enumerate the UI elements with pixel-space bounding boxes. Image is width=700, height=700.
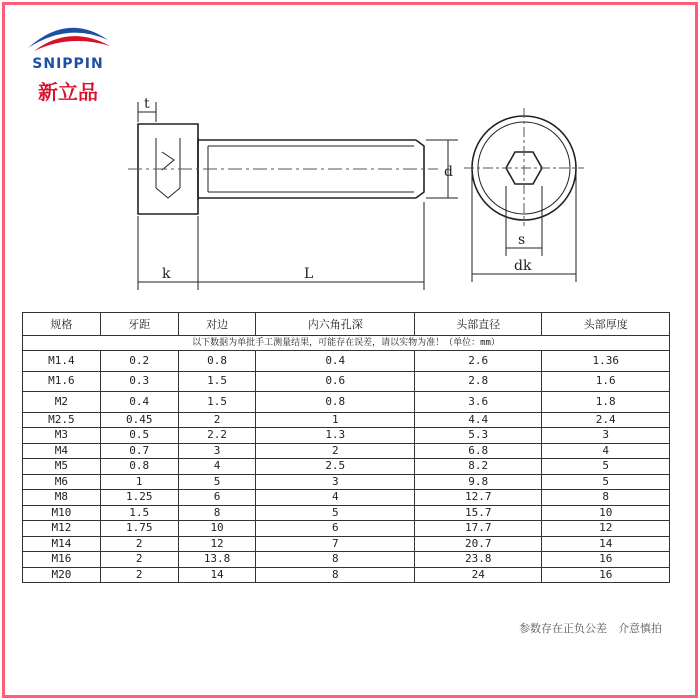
table-row [23,552,670,568]
cell-spec: M2.5 [23,412,101,428]
logo-swoosh-icon [24,18,112,52]
cell-head-diameter: 6.8 [415,443,542,459]
cell-head-diameter: 23.8 [415,552,542,568]
cell-head-diameter: 8.2 [415,459,542,475]
table-row [23,505,670,521]
brand-logo [14,18,122,104]
label-d: d [444,164,453,180]
cell-spec: M12 [23,521,101,537]
cell-socket-depth: 0.4 [256,351,415,372]
cell-head-height: 14 [542,536,670,552]
header-socket-depth: 内六角孔深 [256,313,415,336]
cell-pitch: 0.3 [100,371,178,392]
cell-spec: M10 [23,505,101,521]
screw-drawing [118,94,598,294]
cell-spec: M2 [23,392,101,413]
cell-across-flats: 12 [178,536,256,552]
cell-head-height: 12 [542,521,670,537]
cell-head-diameter: 3.6 [415,392,542,413]
cell-across-flats: 4 [178,459,256,475]
dimension-k-L [138,202,424,290]
cell-socket-depth: 8 [256,567,415,583]
cell-pitch: 0.5 [100,428,178,444]
label-dk: dk [514,258,532,274]
cell-pitch: 0.7 [100,443,178,459]
cell-socket-depth: 2 [256,443,415,459]
cell-socket-depth: 0.8 [256,392,415,413]
table-row [23,459,670,475]
cell-socket-depth: 6 [256,521,415,537]
table-row [23,521,670,537]
cell-across-flats: 6 [178,490,256,506]
cell-head-height: 3 [542,428,670,444]
cell-across-flats: 1.5 [178,371,256,392]
cell-head-diameter: 5.3 [415,428,542,444]
header-head-diameter: 头部直径 [415,313,542,336]
cell-pitch: 0.8 [100,459,178,475]
cell-across-flats: 8 [178,505,256,521]
label-t: t [144,96,150,112]
cell-socket-depth: 2.5 [256,459,415,475]
cell-spec: M3 [23,428,101,444]
table-row [23,474,670,490]
cell-across-flats: 2.2 [178,428,256,444]
cell-pitch: 2 [100,567,178,583]
cell-pitch: 1.5 [100,505,178,521]
cell-spec: M4 [23,443,101,459]
cell-pitch: 2 [100,536,178,552]
cell-head-height: 5 [542,459,670,475]
cell-spec: M1.6 [23,371,101,392]
cell-head-height: 1.36 [542,351,670,372]
cell-head-diameter: 15.7 [415,505,542,521]
spec-table [22,312,670,583]
cell-pitch: 1.25 [100,490,178,506]
table-header-row [23,313,670,336]
cell-pitch: 0.2 [100,351,178,372]
cell-head-height: 8 [542,490,670,506]
table-row [23,351,670,372]
cell-across-flats: 2 [178,412,256,428]
cell-socket-depth: 3 [256,474,415,490]
cell-head-height: 16 [542,552,670,568]
tolerance-note: 参数存在正负公差 介意慎拍 [519,622,662,635]
header-spec: 规格 [23,313,101,336]
cell-spec: M1.4 [23,351,101,372]
cell-pitch: 0.45 [100,412,178,428]
cell-head-height: 1.8 [542,392,670,413]
cell-socket-depth: 4 [256,490,415,506]
cell-spec: M16 [23,552,101,568]
cell-socket-depth: 1.3 [256,428,415,444]
cell-spec: M5 [23,459,101,475]
centerlines-top [464,108,584,226]
label-k: k [162,266,171,282]
table-row [23,392,670,413]
cell-head-height: 10 [542,505,670,521]
cell-head-diameter: 12.7 [415,490,542,506]
table-row [23,567,670,583]
header-pitch: 牙距 [100,313,178,336]
cell-head-height: 4 [542,443,670,459]
brand-name-en: SNIPPIN [32,56,104,72]
cell-pitch: 0.4 [100,392,178,413]
cell-socket-depth: 8 [256,552,415,568]
table-row [23,443,670,459]
label-L: L [304,266,314,282]
cell-across-flats: 1.5 [178,392,256,413]
label-s: s [518,232,526,248]
cell-head-height: 1.6 [542,371,670,392]
cell-pitch: 2 [100,552,178,568]
cell-across-flats: 3 [178,443,256,459]
header-across-flats: 对边 [178,313,256,336]
cell-head-diameter: 2.8 [415,371,542,392]
cell-head-diameter: 20.7 [415,536,542,552]
cell-across-flats: 5 [178,474,256,490]
cell-head-diameter: 4.4 [415,412,542,428]
cell-socket-depth: 5 [256,505,415,521]
cell-head-diameter: 24 [415,567,542,583]
table-row [23,490,670,506]
table-row [23,428,670,444]
cell-spec: M6 [23,474,101,490]
table-note-row [23,336,670,351]
cell-spec: M20 [23,567,101,583]
table-note: 以下数据为单批手工测量结果，可能存在误差，请以实物为准！（单位：mm） [23,336,670,351]
cell-head-diameter: 17.7 [415,521,542,537]
cell-pitch: 1.75 [100,521,178,537]
cell-pitch: 1 [100,474,178,490]
header-head-height: 头部厚度 [542,313,670,336]
cell-across-flats: 0.8 [178,351,256,372]
cell-spec: M8 [23,490,101,506]
cell-head-diameter: 9.8 [415,474,542,490]
table-row [23,536,670,552]
cell-across-flats: 14 [178,567,256,583]
table-row [23,412,670,428]
cell-head-height: 5 [542,474,670,490]
cell-head-diameter: 2.6 [415,351,542,372]
brand-name-cn: 新立品 [38,80,98,104]
cell-socket-depth: 7 [256,536,415,552]
cell-socket-depth: 0.6 [256,371,415,392]
cell-across-flats: 10 [178,521,256,537]
cell-spec: M14 [23,536,101,552]
cell-across-flats: 13.8 [178,552,256,568]
cell-head-height: 2.4 [542,412,670,428]
table-row [23,371,670,392]
cell-socket-depth: 1 [256,412,415,428]
cell-head-height: 16 [542,567,670,583]
